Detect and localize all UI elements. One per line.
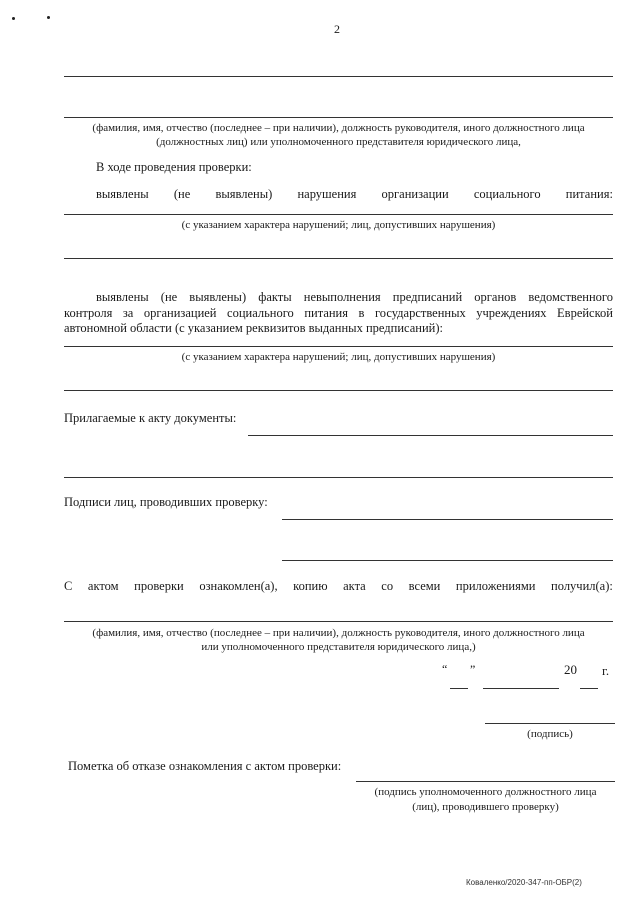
acquainted-word: акта [343,579,366,593]
during-check-text: В ходе проведения проверки: [96,160,252,174]
signatures-label: Подписи лиц, проводивших проверку: [64,495,268,509]
violations-word: социального [473,187,541,201]
caption-acq-line2: или уполномоченного представителя юридического лица,) [201,641,476,653]
violations-line [96,186,613,202]
fill-line [282,560,613,561]
page-number: 2 [334,22,340,36]
date-close-quote: ” [470,662,476,676]
fill-line [64,621,613,622]
date-day-line [450,688,468,689]
fill-line [248,435,613,436]
violations-word: выявлены [96,187,149,201]
acquainted-word: получил(а): [551,579,613,593]
fill-line [356,781,615,782]
signature-caption: (подпись) [527,728,573,740]
attached-docs-label: Прилагаемые к акту документы: [64,411,237,425]
caption-head-line2: (должностных лиц) или уполномоченного представителя юридического лица, [156,136,521,148]
acquainted-word: копию [293,579,328,593]
scan-mark [12,17,15,20]
fill-line [64,117,613,118]
refusal-label: Пометка об отказе ознакомления с актом проверки: [68,759,342,773]
fill-line [64,214,613,215]
caption-violations-2: (с указанием характера нарушений; лиц, допустивших нарушения) [181,351,496,363]
caption-acq-line1: (фамилия, имя, отчество (последнее – при наличии), должность руководителя, иного должностного лица [92,627,585,639]
fill-line [64,76,613,77]
official-caption-line1: (подпись уполномоченного должностного лица [374,786,597,798]
acquainted-line [64,578,613,594]
date-month-line [483,688,559,689]
violations-word: питания: [565,187,613,201]
violations-word: организации [381,187,449,201]
fill-line [64,477,613,478]
acquainted-word: ознакомлен(а), [199,579,278,593]
acquainted-word: актом [87,579,119,593]
date-year-line [580,688,598,689]
facts-line3: автономной области (с указанием реквизитов выданных предписаний): [64,321,443,335]
acquainted-word: проверки [134,579,184,593]
violations-word: (не [173,187,191,201]
facts-line1: выявлены (не выявлены) факты невыполнения предписаний органов ведомственного [96,290,613,304]
acquainted-word: со [381,579,394,593]
scan-mark [47,16,50,19]
signature-line [485,723,615,724]
violations-word: нарушения [297,187,357,201]
acquainted-word: приложениями [455,579,536,593]
fill-line [64,390,613,391]
acquainted-word: С [64,579,73,593]
fill-line [64,258,613,259]
date-open-quote: “ [442,662,448,676]
caption-head-line1: (фамилия, имя, отчество (последнее – при наличии), должность руководителя, иного должностного лица [92,122,585,134]
footer-code: Коваленко/2020-347-пп-ОБР(2) [466,878,582,887]
facts-line2: контроля за организацией социального питания в государственных учреждениях Еврейской [64,306,613,320]
official-caption-line2: (лиц), проводившего проверку) [412,801,559,813]
acquainted-word: всеми [408,579,441,593]
fill-line [64,346,613,347]
caption-violations-1: (с указанием характера нарушений; лиц, допустивших нарушения) [181,219,496,231]
date-year-suffix: г. [602,663,610,678]
fill-line [282,519,613,520]
violations-word: выявлены) [215,187,273,201]
date-year: 20 [564,662,577,677]
